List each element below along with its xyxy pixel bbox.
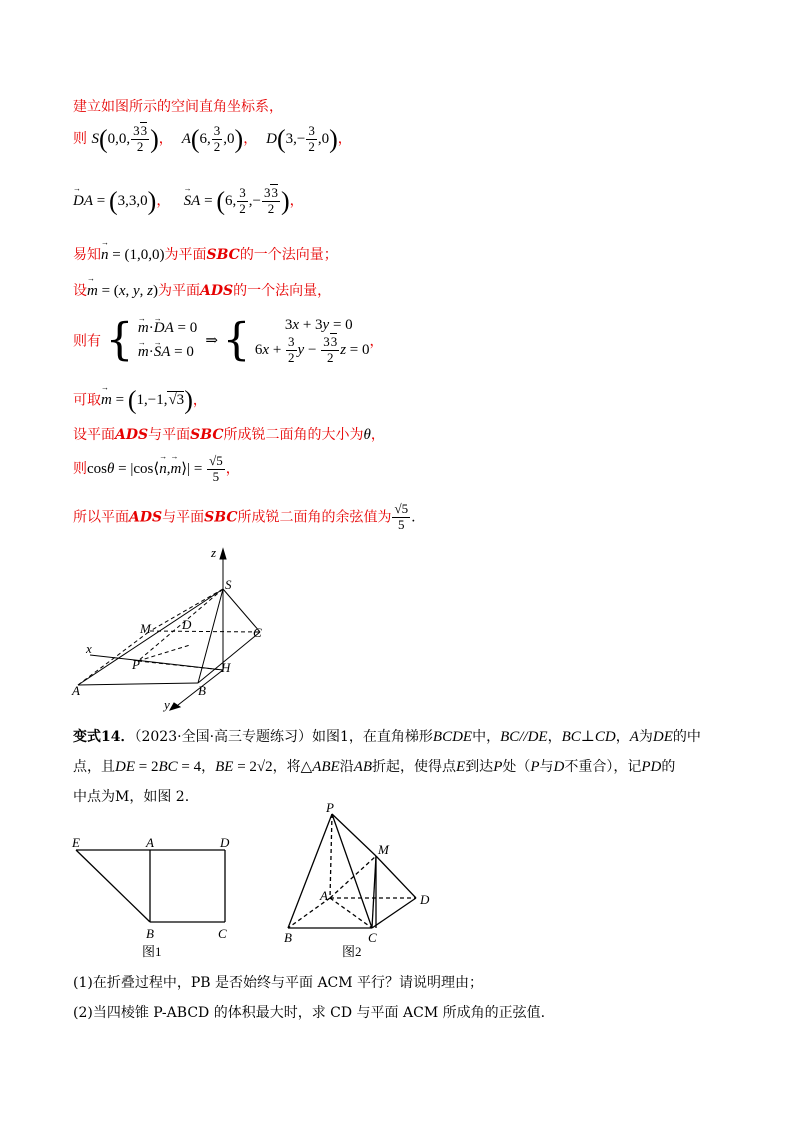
vector-n: → n = (1,0,0) [101,247,164,263]
equation-system-line: 则有 { → m·→ DA = 0 → m·→ SA = 0 ⇒ { 3x + 3y = 0 6x + $\frac{3}{2}$ y − $\frac{33}{2}$ z = 0， [73,315,384,366]
plane-name: SBC [190,427,224,443]
text: ， [201,759,216,775]
figure-1-caption: 图1 [142,944,162,959]
normal-n-line [73,244,338,264]
cos-formula: cosθ = |cos⟨→ n,→ m⟩| = $\frac{√5}{5}$ [87,461,226,477]
fig2-label-A: A [320,888,328,903]
text: 为平面 [164,247,207,263]
text: 的 [661,759,676,775]
prefix-text: 则 [73,130,87,147]
normal-m-line [73,280,331,300]
point-A-coords: A(6, $\frac{3}{2}$ ,0) [181,123,244,154]
text: 中点为M，如图 2. [73,789,190,805]
linear-system: 3x + 3y = 0 6x + $\frac{3}{2}$ y − $\frac{33}{2}$ z = 0 [254,317,370,365]
vector-DA: → DA = (3,3,0) [73,193,156,209]
label-P: P [132,657,140,672]
label-M: M [140,621,151,636]
vector-m: → m = (x, y, z) [87,283,158,299]
plane-name: ADS [129,509,163,526]
prefix-text: 则有 [73,333,101,350]
text-line-1 [73,96,283,116]
problem-statement: 变式14．（2023·全国·高三专题练习）如图1，在直角梯形BCDE中，BC//DE，BC⊥CD，A为DE的中 点，且DE = 2BC = 4，BE = 2√2，将△ABE沿AB折起，使得点E到达P处（P与D不重合），记PD的 中点为M，如图 2. [73,729,701,805]
label-x: x [86,641,92,656]
text: 设平面 [73,427,115,443]
text: 到达 [465,759,494,775]
figure-2-caption: 图2 [342,944,362,959]
label-A: A [72,683,80,698]
vector-m-value: → m = (1,−1,√3) [101,392,193,408]
conclusion-line: 所以平面ADS与平面SBC所成锐二面角的余弦值为 $\frac{√5}{5}$ . [73,501,416,532]
text: 与平面 [148,427,191,443]
fig1-label-D: D [220,835,230,850]
point-D-coords: D(3,− $\frac{3}{2}$ ,0) [266,123,338,154]
vectors-line: → DA = (3,3,0)， → SA = (6, $\frac{3}{2}$ ,− $\frac{33}{2}$ )， [73,186,304,217]
text: 的一个法向量， [233,283,332,299]
problem-label: 变式14． [73,729,135,745]
fig2-label-C: C [368,930,377,945]
text: ， [547,729,562,745]
dot-product-system: → m·→ DA = 0 → m·→ SA = 0 [138,316,197,364]
label-y: y [164,697,170,712]
figure-1 [70,830,240,960]
fig1-label-C: C [218,926,227,941]
plane-name: ADS [115,427,149,443]
text: 中， [472,729,501,745]
fig1-label-A: A [146,835,154,850]
plane-name: ADS [200,283,234,299]
prefix-text: 易知 [73,247,101,263]
coordinates-line: 则 S(0,0, $\frac{33}{2}$ )， A(6, $\frac{3}{2}$ ,0)， D(3,− $\frac{3}{2}$ ,0)， [73,123,352,154]
text: 为平面 [158,283,200,299]
problem-source: （2023·全国·高三专题练习）如图1，在直角梯形 [134,729,433,745]
label-S: S [225,577,232,592]
figure-2 [280,800,450,960]
point-S-coords: S(0,0, $\frac{33}{2}$ ) [91,123,159,154]
fig2-label-B: B [284,930,292,945]
text: ，将 [272,759,301,775]
text: 的中 [672,729,701,745]
text: 折起，使得点 [372,759,457,775]
label-H: H [221,660,231,675]
label-C: C [253,625,262,640]
plane-name: SBC [206,247,240,263]
choose-m-line: 可取→ m = (1,−1,√3)， [73,386,207,416]
text: 与 [539,759,554,775]
question-1: (1)在折叠过程中，PB 是否始终与平面 ACM 平行？请说明理由； [73,975,484,991]
text: 所以平面 [73,509,129,526]
text: 处（ [502,759,531,775]
fig1-label-B: B [146,926,154,941]
pyramid-figure [70,545,310,715]
text: 与平面 [162,509,205,526]
text: 所成锐二面角的余弦值为 [237,509,392,526]
fig1-label-E: E [72,835,80,850]
coord-system-text: 建立如图所示的空间直角坐标系， [73,99,283,115]
label-D: D [182,617,192,632]
text: 点，且 [73,759,115,775]
text: 沿 [339,759,354,775]
text: 所成锐二面角的大小为 [223,427,364,443]
prefix-text: 可取 [73,392,101,409]
text: 为 [638,729,653,745]
label-z: z [211,545,217,560]
angle-def-line: 设平面ADS与平面SBC所成锐二面角的大小为θ， [73,427,385,443]
vector-SA: → SA = (6, $\frac{3}{2}$ ,− $\frac{33}{2}$ ) [184,193,290,209]
text: 不重合），记 [564,759,642,775]
fig2-label-D: D [420,892,430,907]
question-2: (2)当四棱锥 P-ABCD 的体积最大时，求 CD 与平面 ACM 所成角的正弦值. [73,1005,546,1021]
prefix-text: 设 [73,283,87,299]
fig2-label-P: P [326,800,334,815]
label-B: B [198,683,206,698]
text: 的一个法向量； [239,247,338,263]
fig2-label-M: M [378,842,389,857]
plane-name: SBC [204,509,238,526]
cosine-line: 则cosθ = |cos⟨→ n,→ m⟩| = $\frac{√5}{5}$ ， [73,454,240,485]
prefix-text: 则 [73,460,87,477]
text: ， [615,729,630,745]
